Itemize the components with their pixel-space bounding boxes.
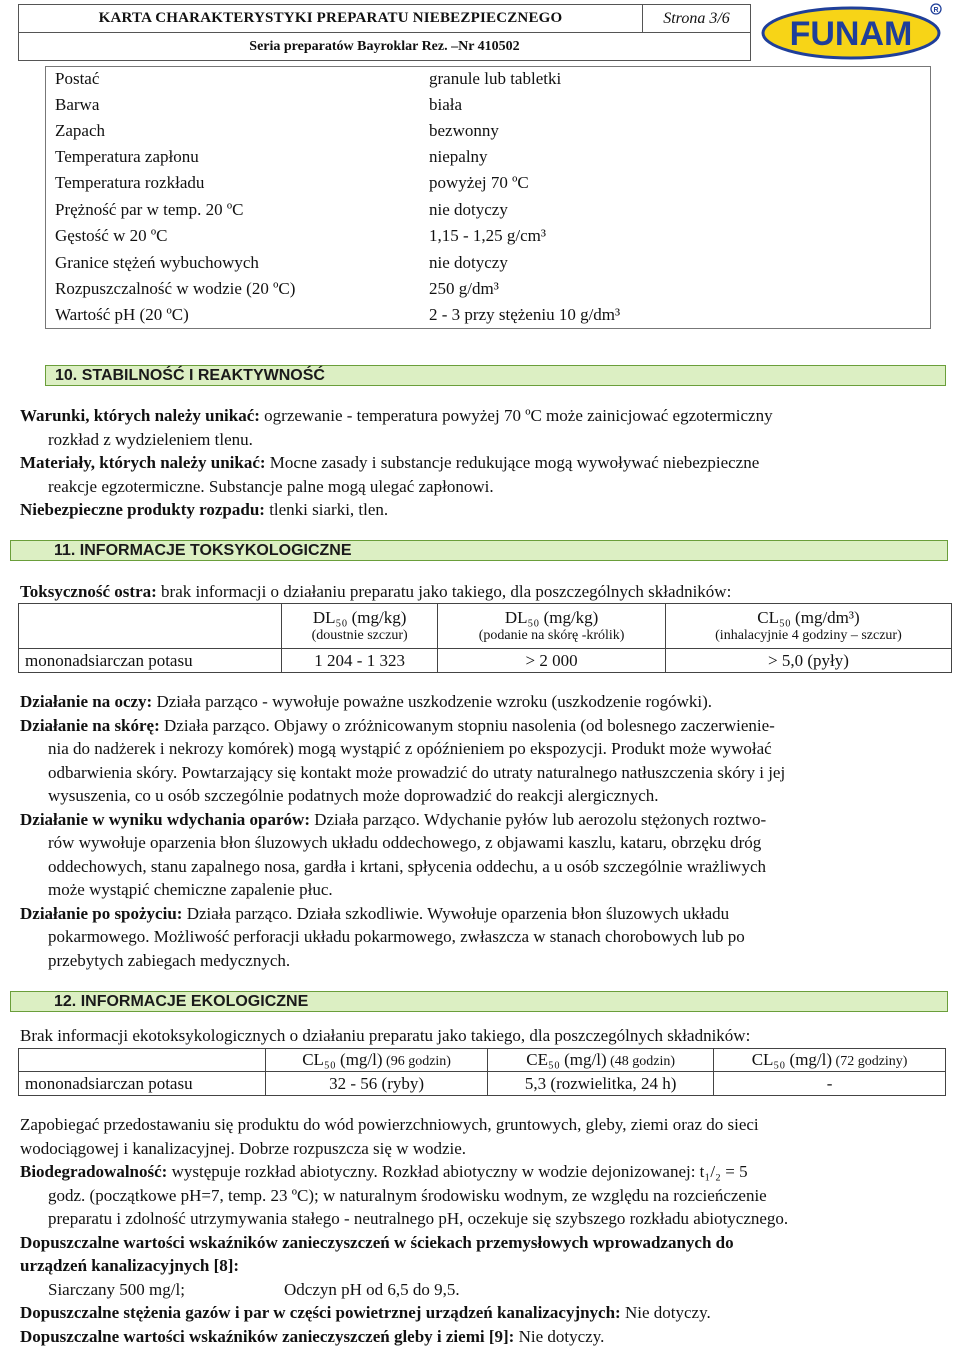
document-header (18, 4, 751, 61)
biodegradability-label: Biodegradowalność: (20, 1162, 168, 1181)
section-12-heading: 12. INFORMACJE EKOLOGICZNE (10, 991, 948, 1012)
property-row: Gęstość w 20 ºC 1,15 - 1,25 g/cm³ (55, 226, 546, 245)
svg-text:R: R (933, 7, 939, 14)
decomposition-products-label: Niebezpieczne produkty rozpadu: (20, 500, 265, 519)
property-row: Granice stężeń wybuchowych nie dotyczy (55, 253, 508, 272)
logo-text: FUNAM (789, 15, 913, 53)
section-12-body: Zapobiegać przedostawaniu się produktu do wód powierzchniowych, gruntowych, gleby, ziemi oraz do sieci wodociągowej i kanalizacyjnej. Dobrze rozpuszcza się w wodzie. Biodegradowalność: występuje rozkład abiotyczny. Rozkład abiotyczny w wodzie dejonizowanej: t₁/₂ = 5 godz. (początkowe pH=7, temp. 23 ºC); w naturalnym środowisku wodnym, ze względu na rozcieńczenie preparatu i zdolność utrzymywania stałego - neutralnego pH, oczekuje się szybszego rozkładu abiotycznego. Dopuszczalne wartości wskaźników zanieczyszczeń w ściekach przemysłowych wprowadzanych do urządzeń kanalizacyjnych [8]: Siarczany 500 mg/l; Odczyn pH od 6,5 do 9,5. Dopuszczalne stężenia gazów i par w części powietrznej urządzeń kanalizacyjnych: Nie dotyczy. Dopuszczalne wartości wskaźników zanieczyszczeń gleby i ziemi [9]: Nie dotyczy. (20, 1113, 940, 1348)
limits-values: Siarczany 500 mg/l; Odczyn pH od 6,5 do 9,5. (48, 1279, 460, 1299)
ecotox-intro: Brak informacji ekotoksykologicznych o działaniu preparatu jako takiego, dla poszczególnych składników: (20, 1026, 751, 1045)
page-number: Strona 3/6 (643, 5, 751, 33)
avoid-materials-label: Materiały, których należy unikać: (20, 453, 266, 472)
section-10-heading: 10. STABILNOŚĆ I REAKTYWNOŚĆ (45, 365, 946, 386)
ingestion-effects-label: Działanie po spożyciu: (20, 903, 183, 923)
section-11-effects: Działanie na oczy: Działa parząco - wywołuje poważne uszkodzenie wzroku (uszkodzenie rogówki). Działanie na skórę: Działa parząco. Objawy o zróżnicowanym stopniu nasolenia (od bolesnego zaczerwienie- nia do nadżerek i nekrozy komórek) mogą wystąpić z opóźnieniem po ekspozycji. Produkt może wywołać odbarwienia skóry. Powtarzający się kontakt może prowadzić do utraty naturalnego natłuszczenia skóry i jej wysuszenia, co u osób szczególnie podatnych może doprowadzić do reakcji alergicznych. Działanie w wyniku wdychania oparów: Działa parząco. Wdychanie pyłów lub aerozolu stężonych roztwo- rów wywołuje oparzenia błon śluzowych układu oddechowego, z objawami kaszlu, kataru, obrzęku dróg oddechowych, stanu zapalnego nosa, gardła i krtani, spłycenia oddechu, a u osób szczególnie wrażliwych może wystąpić chemiczne zapalenie płuc. Działanie po spożyciu: Działa parząco. Działa szkodliwie. Wywołuje oparzenia błon śluzowych układu pokarmowego. Możliwość perforacji układu pokarmowego, zwłaszcza w stanach chorobowych lub po przebytych zabiegach medycznych. (20, 692, 786, 970)
toxicity-table: DL₅₀ (mg/kg) (doustnie szczur) DL₅₀ (mg/kg) (podanie na skórę -królik) CL₅₀ (mg/dm³) (inhalacyjnie 4 godziny – szczur) mononadsiarczan potasu 1 204 - 1 323 > 2 000 > 5,0 (pyły) (18, 603, 952, 673)
document-title: KARTA CHARAKTERYSTYKI PREPARATU NIEBEZPIECZNEGO (19, 5, 643, 33)
property-row: Temperatura rozkładu powyżej 70 ºC (55, 173, 529, 192)
section-11-heading: 11. INFORMACJE TOKSYKOLOGICZNE (10, 540, 948, 561)
eye-effects-label: Działanie na oczy: (20, 692, 153, 711)
funam-logo (760, 2, 945, 60)
soil-limits-label: Dopuszczalne wartości wskaźników zanieczyszczeń gleby i ziemi [9]: (20, 1326, 515, 1346)
table-row: mononadsiarczan potasu 32 - 56 (ryby) 5,3 (rozwielitka, 24 h) - (19, 1072, 946, 1096)
property-row: Rozpuszczalność w wodzie (20 ºC) 250 g/dm³ (55, 279, 499, 298)
property-row: Barwa biała (55, 95, 463, 114)
property-row: Postać granule lub tabletki (55, 69, 562, 88)
property-row: Prężność par w temp. 20 ºC nie dotyczy (55, 200, 508, 219)
wastewater-limits-label: Dopuszczalne wartości wskaźników zanieczyszczeń w ściekach przemysłowych wprowadzanych do (20, 1232, 734, 1252)
avoid-conditions-label: Warunki, których należy unikać: (20, 406, 260, 425)
section-10-body: Warunki, których należy unikać: ogrzewanie - temperatura powyżej 70 ºC może zainicjować egzotermiczny rozkład z wydzieleniem tlenu. Materiały, których należy unikać: Mocne zasady i substancje redukujące mogą wywoływać niebezpieczne reakcje egzotermiczne. Substancje palne mogą ulegać zapłonowi. Niebezpieczne produkty rozpadu: tlenki siarki, tlen. (20, 406, 773, 519)
ecotoxicity-table: CL₅₀ (mg/l) (96 godzin) CE₅₀ (mg/l) (48 godzin) CL₅₀ (mg/l) (72 godziny) mononadsiarczan potasu 32 - 56 (ryby) 5,3 (rozwielitka, 24 h) - (18, 1048, 946, 1096)
property-row: Zapach bezwonny (55, 121, 499, 140)
property-row: Wartość pH (20 ºC) 2 - 3 przy stężeniu 10 g/dm³ (55, 305, 621, 324)
document-subtitle: Seria preparatów Bayroklar Rez. –Nr 410502 (19, 33, 751, 61)
acute-toxicity-intro: Toksyczność ostra: brak informacji o działaniu preparatu jako takiego, dla poszczególnych składników: (20, 582, 732, 601)
table-row: mononadsiarczan potasu 1 204 - 1 323 > 2 000 > 5,0 (pyły) (19, 649, 952, 673)
gas-limits-label: Dopuszczalne stężenia gazów i par w części powietrznej urządzeń kanalizacyjnych: (20, 1303, 621, 1322)
properties-table (45, 66, 931, 329)
skin-effects-label: Działanie na skórę: (20, 715, 160, 735)
property-row: Temperatura zapłonu niepalny (55, 147, 488, 166)
inhalation-effects-label: Działanie w wyniku wdychania oparów: (20, 809, 310, 829)
